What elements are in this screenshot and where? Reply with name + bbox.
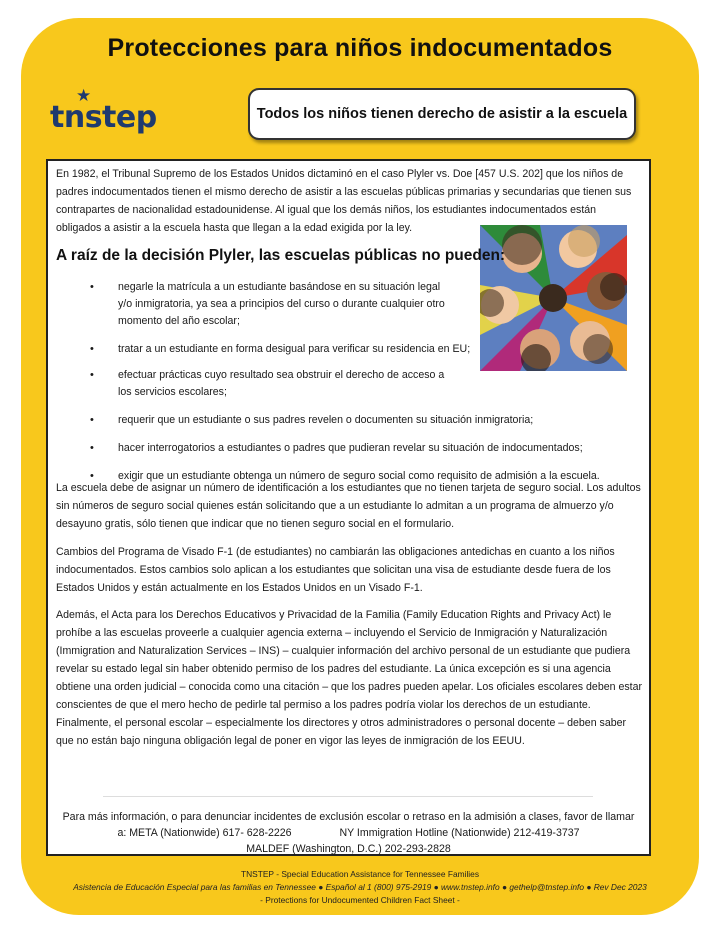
list-item: • exigir que un estudiante obtenga un número de seguro social como requisito de admisión a la escuela.: [84, 468, 624, 485]
logo-text: tnstep: [50, 100, 157, 135]
tagline-box: [248, 88, 636, 140]
section-heading: A raíz de la decisión Plyler, las escuelas públicas no pueden:: [56, 247, 506, 264]
ferpa-paragraph: Además, el Acta para los Derechos Educativos y Privacidad de la Familia (Family Education Rights and Privacy Act) le prohíbe a las escuelas proveerle a cualquier agencia externa – incluyendo el Servicio de Inmigración y Naturalización (Immigration and Naturalization Services – INS) – cualquier información del archivo personal de un estudiante que pudiera revelar su estado legal sin haber obtenido permiso de los padres del estudiante. La única excepción es si una agencia obtiene una orden judicial – conocida como una citación – que los padres pueden apelar. Los oficiales escolares deben estar conscientes de que el mero hecho de pedirle tal permiso a los padres podría violar los derechos de un estudiante. Finalmente, el personal escolar – especialmente los directores y otros administradores o personal docente – deben saber que no están bajo ninguna obligación legal de poner en vigor las leyes de inmigración de los EEUU.: [56, 609, 642, 747]
star-icon: ★: [76, 86, 92, 105]
contact-info: [48, 809, 649, 857]
list-item: • tratar a un estudiante en forma desigual para verificar su residencia en EU;: [84, 341, 624, 358]
list-item: • hacer interrogatorios a estudiantes o padres que pudieran revelar su situación de indocumentados;: [84, 440, 624, 457]
contact-line-2: [48, 825, 649, 841]
footer-line-1: TNSTEP - Special Education Assistance for Tennessee Families: [240, 869, 480, 879]
list-item: • efectuar prácticas cuyo resultado sea obstruir el derecho de acceso a los servicios escolares;: [84, 367, 448, 401]
intro-paragraph: En 1982, el Tribunal Supremo de los Estados Unidos dictaminó en el caso Plyler vs. Doe [457 U.S. 202] que los niños de padres indocumentados tienen el mismo derecho de asistir a las escuelas públicas primarias y secundarias que tienen sus contrapartes de nacionalidad estadounidense. Al igual que los demás niños, los estudiantes indocumentados están obligados a asistir a la escuela hasta que llegan a la edad exigida por la ley.: [56, 168, 632, 234]
divider: [103, 796, 593, 797]
content-box: [46, 159, 651, 856]
meta-contact: a: META (Nationwide) 617- 628-2226: [117, 827, 292, 839]
list-item: • negarle la matrícula a un estudiante basándose en su situación legal y/o inmigratoria, ya sea a principios del curso o durante cualquier otro momento del año escolar;: [84, 279, 448, 330]
page-title: Protecciones para niños indocumentados: [107, 34, 613, 62]
list-item: • requerir que un estudiante o sus padres revelen o documenten su situación inmigratoria;: [84, 412, 624, 429]
footer: [0, 868, 720, 907]
ssn-paragraph: La escuela debe de asignar un número de identificación a los estudiantes que no tienen tarjeta de seguro social. Los adultos sin números de seguro social quienes están solicitando que a un estudiante lo admitan a un programa de almuerzo y/o desayuno gratis, sólo tienen que indicar que no tienen seguro social en el formulario.: [56, 482, 641, 530]
contact-line-1: Para más información, o para denunciar incidentes de exclusión escolar o retraso en la admisión a clases, favor de llamar: [62, 811, 635, 823]
tagline-text: Todos los niños tienen derecho de asistir a la escuela: [256, 106, 628, 122]
prohibitions-list: [84, 279, 624, 485]
maldef-contact: MALDEF (Washington, D.C.) 202-293-2828: [246, 843, 451, 855]
tnstep-logo: [50, 86, 157, 144]
footer-line-2: Asistencia de Educación Especial para las familias en Tennessee ● Español al 1 (800) 975-2919 ● www.tnstep.info ● gethelp@tnstep.info ● Rev Dec 2023: [73, 882, 647, 892]
ny-hotline-contact: NY Immigration Hotline (Nationwide) 212-419-3737: [339, 827, 580, 839]
visa-paragraph: Cambios del Programa de Visado F-1 (de estudiantes) no cambiarán las obligaciones antedichas en cuanto a los niños indocumentados. Estos cambios solo aplican a los estudiantes que solicitan una visa de estudiante desde fuera de los Estados Unidos y están actualmente en los Estados Unidos en un Visado F-1.: [56, 546, 615, 594]
footer-line-3: - Protections for Undocumented Children Fact Sheet -: [260, 895, 460, 905]
